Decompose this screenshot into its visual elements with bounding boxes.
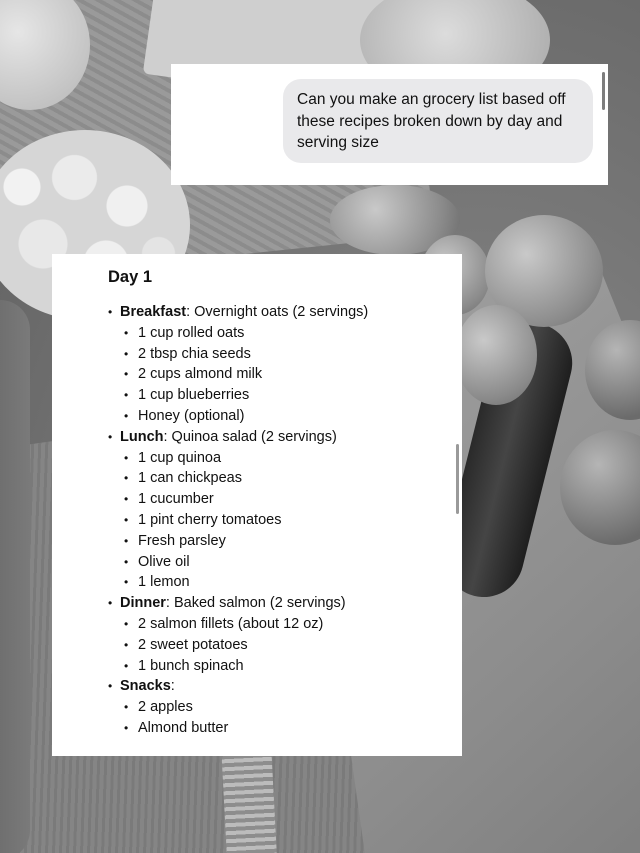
ingredient-item: • Olive oil (138, 552, 462, 573)
user-message-bubble[interactable] (283, 79, 593, 163)
ingredient-item: • Fresh parsley (138, 531, 462, 552)
grocery-list-screenshot (52, 254, 462, 756)
meal-dinner (108, 593, 462, 676)
ingredient-item: • 1 bunch spinach (138, 656, 462, 677)
meal-name: Dinner (120, 595, 166, 612)
ingredient-item: • 1 lemon (138, 572, 462, 593)
chat-screenshot (171, 64, 608, 185)
meal-heading (108, 302, 462, 323)
ingredient-item: • 1 cucumber (138, 489, 462, 510)
meal-heading (108, 676, 462, 697)
chat-scrollbar[interactable] (602, 72, 605, 110)
ingredient-item: • 2 tbsp chia seeds (138, 344, 462, 365)
ingredient-item: • 2 salmon fillets (about 12 oz) (138, 614, 462, 635)
meal-list (108, 302, 462, 739)
knife-handle (221, 749, 278, 853)
ingredient-list (108, 323, 462, 427)
ingredient-item: • 1 cup quinoa (138, 448, 462, 469)
ingredient-item: • 2 apples (138, 697, 462, 718)
meal-name: Snacks (120, 678, 171, 695)
document-scrollbar[interactable] (456, 444, 459, 514)
meal-heading (108, 427, 462, 448)
meal-name: Lunch (120, 428, 164, 445)
meal-breakfast (108, 302, 462, 427)
ingredient-list (108, 697, 462, 739)
day-title: Day 1 (108, 268, 153, 286)
meal-snacks (108, 676, 462, 738)
meal-description: : Quinoa salad (2 servings) (163, 428, 337, 445)
ingredient-list (108, 448, 462, 594)
ingredient-item: • 1 cup blueberries (138, 385, 462, 406)
meal-description: : Baked salmon (2 servings) (165, 595, 346, 612)
pan-edge (0, 300, 30, 853)
ingredient-list (108, 614, 462, 676)
meal-description: : Overnight oats (2 servings) (186, 304, 369, 320)
tomato (455, 305, 537, 405)
ingredient-item: • Honey (optional) (138, 406, 462, 427)
ingredient-item: • Almond butter (138, 718, 462, 739)
user-message-text: Can you make an grocery list based off these recipes broken down by day and serving size (297, 91, 566, 151)
meal-lunch (108, 427, 462, 593)
ingredient-item: • 2 sweet potatoes (138, 635, 462, 656)
meal-heading (108, 593, 462, 614)
ingredient-item: • 1 cup rolled oats (138, 323, 462, 344)
meal-description: : (170, 678, 175, 695)
ingredient-item: • 1 pint cherry tomatoes (138, 510, 462, 531)
meal-name: Breakfast (120, 304, 187, 320)
ingredient-item: • 1 can chickpeas (138, 468, 462, 489)
ingredient-item: • 2 cups almond milk (138, 364, 462, 385)
